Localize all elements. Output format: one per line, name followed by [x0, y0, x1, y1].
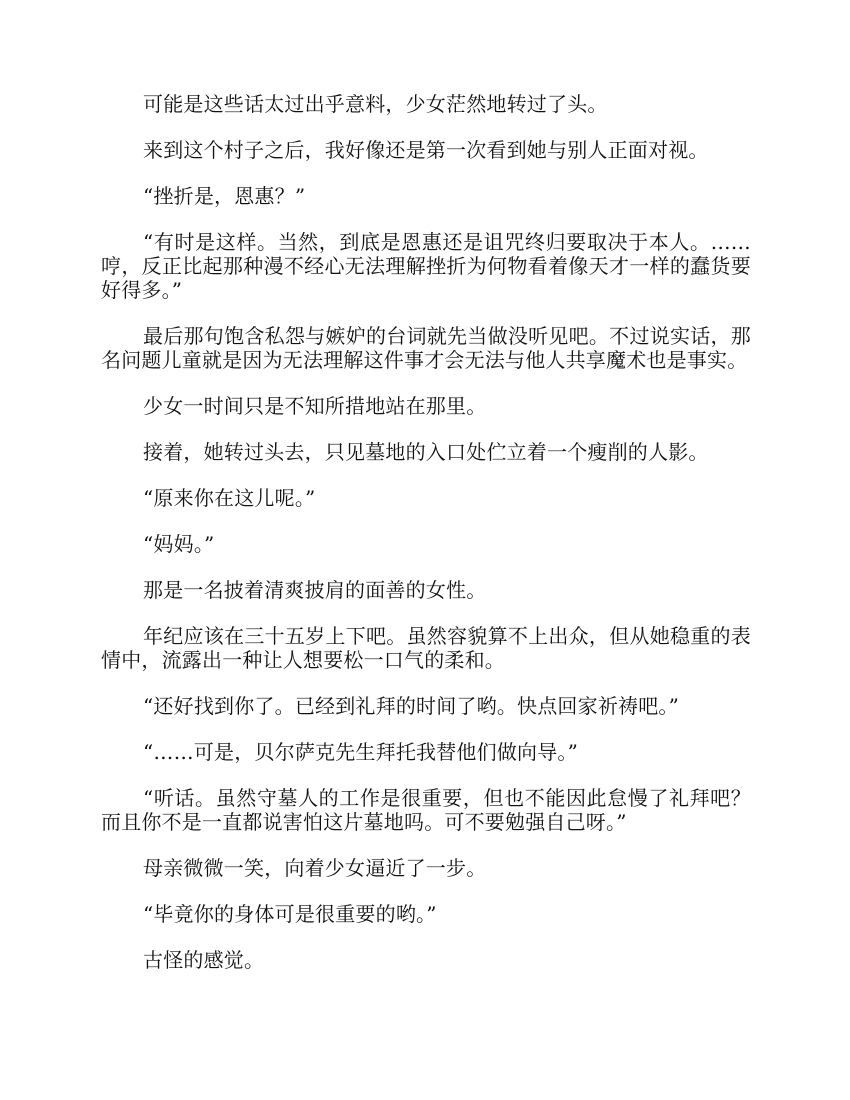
paragraph: “挫折是，恩惠？” [143, 184, 306, 208]
paragraph: 古怪的感觉。 [143, 948, 265, 972]
paragraph: 那是一名披着清爽披肩的面善的女性。 [143, 578, 487, 602]
paragraph: 母亲微微一笑，向着少女逼近了一步。 [143, 856, 487, 880]
paragraph: “听话。虽然守墓人的工作是很重要，但也不能因此怠慢了礼拜吧？而且你不是一直都说害怕这片墓地吗。可不要勉强自己呀。” [101, 786, 751, 834]
paragraph: 接着，她转过头去，只见墓地的入口处伫立着一个瘦削的人影。 [143, 440, 709, 464]
document-body [101, 92, 751, 994]
paragraph: “还好找到你了。已经到礼拜的时间了哟。快点回家祈祷吧。” [143, 694, 680, 718]
paragraph: 少女一时间只是不知所措地站在那里。 [143, 394, 487, 418]
paragraph: 最后那句饱含私怨与嫉妒的台词就先当做没听见吧。不过说实话，那名问题儿童就是因为无法理解这件事才会无法与他人共享魔术也是事实。 [101, 324, 751, 372]
paragraph: “……可是，贝尔萨克先生拜托我替他们做向导。” [143, 740, 579, 764]
paragraph: “原来你在这儿呢。” [143, 486, 316, 510]
paragraph: “有时是这样。当然，到底是恩惠还是诅咒终归要取决于本人。……哼，反正比起那种漫不经心无法理解挫折为何物看着像天才一样的蠢货要好得多。” [101, 230, 751, 302]
paragraph: 可能是这些话太过出乎意料，少女茫然地转过了头。 [143, 92, 608, 116]
paragraph: “毕竟你的身体可是很重要的哟。” [143, 902, 437, 926]
paragraph: “妈妈。” [143, 532, 215, 556]
paragraph: 来到这个村子之后，我好像还是第一次看到她与别人正面对视。 [143, 138, 709, 162]
paragraph: 年纪应该在三十五岁上下吧。虽然容貌算不上出众，但从她稳重的表情中，流露出一种让人想要松一口气的柔和。 [101, 624, 751, 672]
